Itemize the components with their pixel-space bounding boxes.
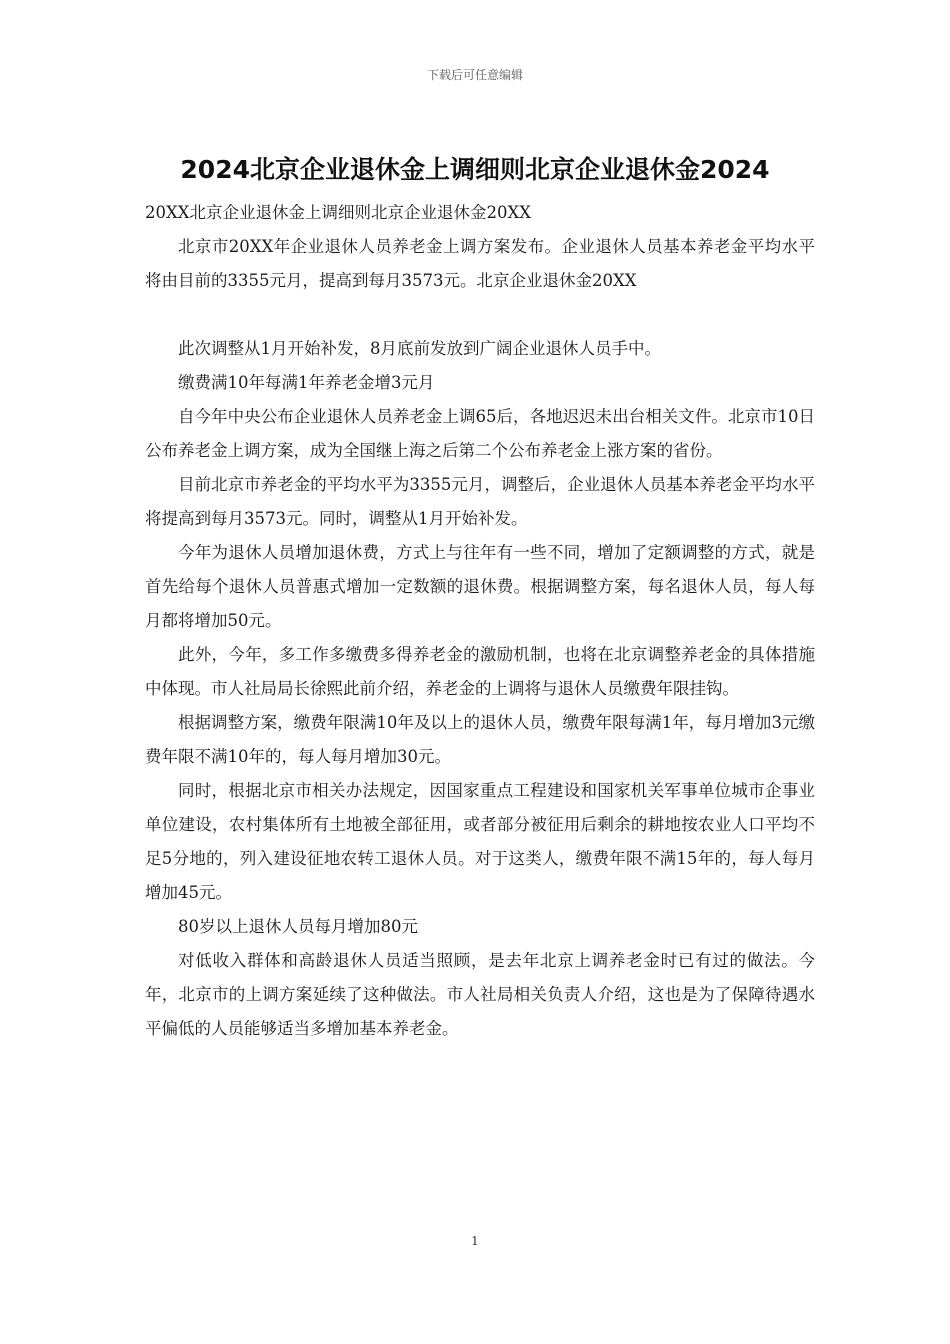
paragraph: 北京市20XX年企业退休人员养老金上调方案发布。企业退休人员基本养老金平均水平将由目前的3355元月，提高到每月3573元。北京企业退休金20XX: [145, 237, 815, 290]
document-title: 2024北京企业退休金上调细则北京企业退休金2024: [180, 155, 770, 184]
paragraph-subheading: 缴费满10年每满1年养老金增3元月: [178, 373, 435, 392]
paragraph: 自今年中央公布企业退休人员养老金上调65后，各地迟迟未出台相关文件。北京市10日公布养老金上调方案，成为全国继上海之后第二个公布养老金上涨方案的省份。: [145, 407, 815, 460]
paragraph-subtitle: 20XX北京企业退休金上调细则北京企业退休金20XX: [145, 203, 531, 222]
paragraph: 同时，根据北京市相关办法规定，因国家重点工程建设和国家机关军事单位城市企事业单位建设，农村集体所有土地被全部征用，或者部分被征用后剩余的耕地按农业人口平均不足5分地的，列入建设征地农转工退休人员。对于这类人，缴费年限不满15年的，每人每月增加45元。: [145, 781, 815, 902]
paragraph: 对低收入群体和高龄退休人员适当照顾，是去年北京上调养老金时已有过的做法。今年，北京市的上调方案延续了这种做法。市人社局相关负责人介绍，这也是为了保障待遇水平偏低的人员能够适当多增加基本养老金。: [145, 951, 815, 1038]
paragraph: 此次调整从1月开始补发，8月底前发放到广阔企业退休人员手中。: [178, 339, 661, 358]
document-body: [145, 196, 815, 1046]
page-number: 1: [471, 1234, 479, 1248]
paragraph-subheading: 80岁以上退休人员每月增加80元: [178, 917, 418, 936]
paragraph: 目前北京市养老金的平均水平为3355元月，调整后，企业退休人员基本养老金平均水平将提高到每月3573元。同时，调整从1月开始补发。: [145, 475, 815, 528]
paragraph: 根据调整方案，缴费年限满10年及以上的退休人员，缴费年限每满1年，每月增加3元缴费年限不满10年的，每人每月增加30元。: [145, 713, 815, 766]
paragraph: 今年为退休人员增加退休费，方式上与往年有一些不同，增加了定额调整的方式，就是首先给每个退休人员普惠式增加一定数额的退休费。根据调整方案，每名退休人员，每人每月都将增加50元。: [145, 543, 815, 630]
paragraph: 此外，今年，多工作多缴费多得养老金的激励机制，也将在北京调整养老金的具体措施中体现。市人社局局长徐熙此前介绍，养老金的上调将与退休人员缴费年限挂钩。: [145, 645, 815, 698]
page-header: 下载后可任意编辑: [426, 68, 523, 82]
